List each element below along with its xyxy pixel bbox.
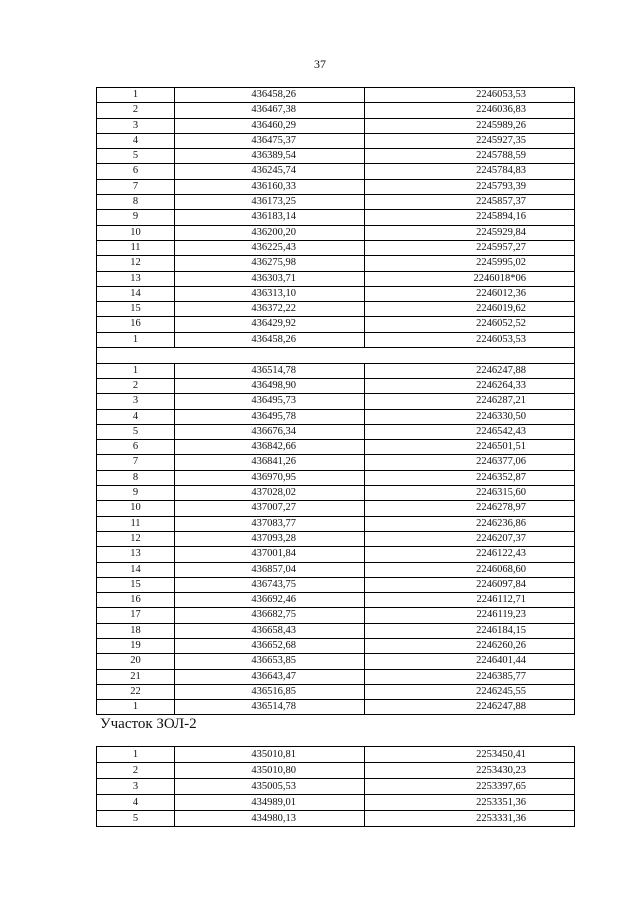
x-coordinate-cell: 436970,95 (175, 470, 365, 485)
x-coordinate-cell: 434980,13 (175, 811, 365, 827)
x-coordinate-cell: 437093,28 (175, 531, 365, 546)
table-row (97, 470, 575, 485)
y-coordinate-cell: 2253450,41 (365, 747, 575, 763)
y-coordinate-cell: 2246501,51 (365, 440, 575, 455)
y-coordinate-cell: 2246112,71 (365, 593, 575, 608)
x-coordinate-cell: 436173,25 (175, 195, 365, 210)
point-number-cell: 4 (97, 795, 175, 811)
x-coordinate-cell: 436495,73 (175, 394, 365, 409)
y-coordinate-cell: 2246385,77 (365, 669, 575, 684)
y-coordinate-cell: 2246018*06 (365, 271, 575, 286)
table-row (97, 623, 575, 638)
y-coordinate-cell: 2245929,84 (365, 225, 575, 240)
point-number-cell: 9 (97, 210, 175, 225)
point-number-cell: 10 (97, 501, 175, 516)
point-number-cell: 2 (97, 103, 175, 118)
point-number-cell: 1 (97, 88, 175, 103)
x-coordinate-cell: 436458,26 (175, 88, 365, 103)
y-coordinate-cell: 2245894,16 (365, 210, 575, 225)
y-coordinate-cell: 2253331,36 (365, 811, 575, 827)
x-coordinate-cell: 436514,78 (175, 363, 365, 378)
x-coordinate-cell: 436498,90 (175, 378, 365, 393)
point-number-cell: 8 (97, 195, 175, 210)
x-coordinate-cell: 437007,27 (175, 501, 365, 516)
y-coordinate-cell: 2246377,06 (365, 455, 575, 470)
table-row (97, 763, 575, 779)
y-coordinate-cell: 2246122,43 (365, 547, 575, 562)
point-number-cell: 2 (97, 763, 175, 779)
x-coordinate-cell: 436676,34 (175, 424, 365, 439)
point-number-cell: 21 (97, 669, 175, 684)
section-heading: Участок ЗОЛ-2 (100, 716, 197, 732)
point-number-cell: 14 (97, 286, 175, 301)
y-coordinate-cell: 2246236,86 (365, 516, 575, 531)
x-coordinate-cell: 436303,71 (175, 271, 365, 286)
x-coordinate-cell: 436183,14 (175, 210, 365, 225)
point-number-cell: 18 (97, 623, 175, 638)
y-coordinate-cell: 2246542,43 (365, 424, 575, 439)
y-coordinate-cell: 2246264,33 (365, 378, 575, 393)
point-number-cell: 19 (97, 638, 175, 653)
y-coordinate-cell: 2246247,88 (365, 700, 575, 715)
point-number-cell: 17 (97, 608, 175, 623)
y-coordinate-cell: 2245927,35 (365, 133, 575, 148)
point-number-cell: 6 (97, 440, 175, 455)
table-row (97, 747, 575, 763)
y-coordinate-cell: 2246315,60 (365, 486, 575, 501)
x-coordinate-cell: 436389,54 (175, 149, 365, 164)
point-number-cell: 5 (97, 149, 175, 164)
y-coordinate-cell: 2253397,65 (365, 779, 575, 795)
x-coordinate-cell: 436743,75 (175, 577, 365, 592)
x-coordinate-cell: 436652,68 (175, 638, 365, 653)
x-coordinate-cell: 436429,92 (175, 317, 365, 332)
y-coordinate-cell: 2246401,44 (365, 654, 575, 669)
table-row (97, 562, 575, 577)
table-row (97, 286, 575, 301)
y-coordinate-cell: 2253430,23 (365, 763, 575, 779)
y-coordinate-cell: 2246247,88 (365, 363, 575, 378)
point-number-cell: 16 (97, 593, 175, 608)
table-row (97, 302, 575, 317)
point-number-cell: 2 (97, 378, 175, 393)
x-coordinate-cell: 436475,37 (175, 133, 365, 148)
table-row (97, 577, 575, 592)
point-number-cell: 13 (97, 271, 175, 286)
table-row (97, 669, 575, 684)
point-number-cell: 8 (97, 470, 175, 485)
y-coordinate-cell: 2246012,36 (365, 286, 575, 301)
table-row (97, 409, 575, 424)
table-row (97, 638, 575, 653)
y-coordinate-cell: 2245989,26 (365, 118, 575, 133)
x-coordinate-cell: 435010,81 (175, 747, 365, 763)
coordinates-table (96, 87, 575, 715)
y-coordinate-cell: 2246053,53 (365, 88, 575, 103)
point-number-cell: 10 (97, 225, 175, 240)
y-coordinate-cell: 2245957,27 (365, 240, 575, 255)
point-number-cell: 15 (97, 302, 175, 317)
x-coordinate-cell: 436842,66 (175, 440, 365, 455)
point-number-cell: 7 (97, 179, 175, 194)
point-number-cell: 11 (97, 516, 175, 531)
x-coordinate-cell: 436275,98 (175, 256, 365, 271)
x-coordinate-cell: 436841,26 (175, 455, 365, 470)
table-row (97, 118, 575, 133)
y-coordinate-cell: 2246245,55 (365, 684, 575, 699)
y-coordinate-cell: 2246287,21 (365, 394, 575, 409)
page-number: 37 (314, 57, 326, 71)
x-coordinate-cell: 435010,80 (175, 763, 365, 779)
table-row (97, 547, 575, 562)
y-coordinate-cell: 2246352,87 (365, 470, 575, 485)
y-coordinate-cell: 2245784,83 (365, 164, 575, 179)
table-row (97, 256, 575, 271)
x-coordinate-cell: 436516,85 (175, 684, 365, 699)
point-number-cell: 9 (97, 486, 175, 501)
table-row (97, 179, 575, 194)
y-coordinate-cell: 2246036,83 (365, 103, 575, 118)
table-row (97, 149, 575, 164)
x-coordinate-cell: 436682,75 (175, 608, 365, 623)
x-coordinate-cell: 436245,74 (175, 164, 365, 179)
x-coordinate-cell: 436467,38 (175, 103, 365, 118)
x-coordinate-cell: 436692,46 (175, 593, 365, 608)
table-row (97, 440, 575, 455)
point-number-cell: 14 (97, 562, 175, 577)
table-row (97, 88, 575, 103)
x-coordinate-cell: 435005,53 (175, 779, 365, 795)
table-row (97, 210, 575, 225)
x-coordinate-cell: 436313,10 (175, 286, 365, 301)
point-number-cell: 5 (97, 811, 175, 827)
table-row (97, 654, 575, 669)
point-number-cell: 13 (97, 547, 175, 562)
table-row (97, 700, 575, 715)
point-number-cell: 1 (97, 700, 175, 715)
point-number-cell: 3 (97, 394, 175, 409)
point-number-cell: 1 (97, 363, 175, 378)
x-coordinate-cell: 436658,43 (175, 623, 365, 638)
table-row (97, 424, 575, 439)
x-coordinate-cell: 437001,84 (175, 547, 365, 562)
y-coordinate-cell: 2245857,37 (365, 195, 575, 210)
x-coordinate-cell: 436160,33 (175, 179, 365, 194)
table-row (97, 378, 575, 393)
table-row (97, 317, 575, 332)
y-coordinate-cell: 2246184,15 (365, 623, 575, 638)
point-number-cell: 11 (97, 240, 175, 255)
table-row (97, 501, 575, 516)
y-coordinate-cell: 2253351,36 (365, 795, 575, 811)
x-coordinate-cell: 437083,77 (175, 516, 365, 531)
table-row (97, 240, 575, 255)
table-row (97, 271, 575, 286)
table-row (97, 225, 575, 240)
point-number-cell: 1 (97, 747, 175, 763)
table-row (97, 133, 575, 148)
y-coordinate-cell: 2246052,52 (365, 317, 575, 332)
point-number-cell: 20 (97, 654, 175, 669)
point-number-cell: 3 (97, 118, 175, 133)
y-coordinate-cell: 2245995,02 (365, 256, 575, 271)
coordinates-table-zol2 (96, 746, 575, 827)
table-row (97, 811, 575, 827)
y-coordinate-cell: 2246097,84 (365, 577, 575, 592)
point-number-cell: 5 (97, 424, 175, 439)
point-number-cell: 15 (97, 577, 175, 592)
separator-cell (97, 348, 575, 364)
y-coordinate-cell: 2246330,50 (365, 409, 575, 424)
table-row (97, 164, 575, 179)
y-coordinate-cell: 2246053,53 (365, 332, 575, 347)
x-coordinate-cell: 436514,78 (175, 700, 365, 715)
table-row (97, 779, 575, 795)
table-row (97, 516, 575, 531)
x-coordinate-cell: 434989,01 (175, 795, 365, 811)
point-number-cell: 16 (97, 317, 175, 332)
y-coordinate-cell: 2245788,59 (365, 149, 575, 164)
point-number-cell: 3 (97, 779, 175, 795)
point-number-cell: 12 (97, 531, 175, 546)
table-row (97, 103, 575, 118)
table-row (97, 363, 575, 378)
point-number-cell: 22 (97, 684, 175, 699)
point-number-cell: 4 (97, 133, 175, 148)
x-coordinate-cell: 437028,02 (175, 486, 365, 501)
table-row (97, 455, 575, 470)
y-coordinate-cell: 2246260,26 (365, 638, 575, 653)
x-coordinate-cell: 436200,20 (175, 225, 365, 240)
table-row (97, 332, 575, 347)
x-coordinate-cell: 436857,04 (175, 562, 365, 577)
y-coordinate-cell: 2245793,39 (365, 179, 575, 194)
point-number-cell: 1 (97, 332, 175, 347)
y-coordinate-cell: 2246068,60 (365, 562, 575, 577)
separator-row (97, 348, 575, 364)
x-coordinate-cell: 436495,78 (175, 409, 365, 424)
y-coordinate-cell: 2246278,97 (365, 501, 575, 516)
table-row (97, 394, 575, 409)
x-coordinate-cell: 436460,29 (175, 118, 365, 133)
table-row (97, 195, 575, 210)
y-coordinate-cell: 2246019,62 (365, 302, 575, 317)
table-row (97, 684, 575, 699)
x-coordinate-cell: 436643,47 (175, 669, 365, 684)
x-coordinate-cell: 436458,26 (175, 332, 365, 347)
x-coordinate-cell: 436225,43 (175, 240, 365, 255)
point-number-cell: 7 (97, 455, 175, 470)
point-number-cell: 6 (97, 164, 175, 179)
point-number-cell: 12 (97, 256, 175, 271)
table-row (97, 608, 575, 623)
x-coordinate-cell: 436372,22 (175, 302, 365, 317)
table-row (97, 531, 575, 546)
x-coordinate-cell: 436653,85 (175, 654, 365, 669)
table-row (97, 486, 575, 501)
table-row (97, 593, 575, 608)
y-coordinate-cell: 2246207,37 (365, 531, 575, 546)
point-number-cell: 4 (97, 409, 175, 424)
table-row (97, 795, 575, 811)
y-coordinate-cell: 2246119,23 (365, 608, 575, 623)
